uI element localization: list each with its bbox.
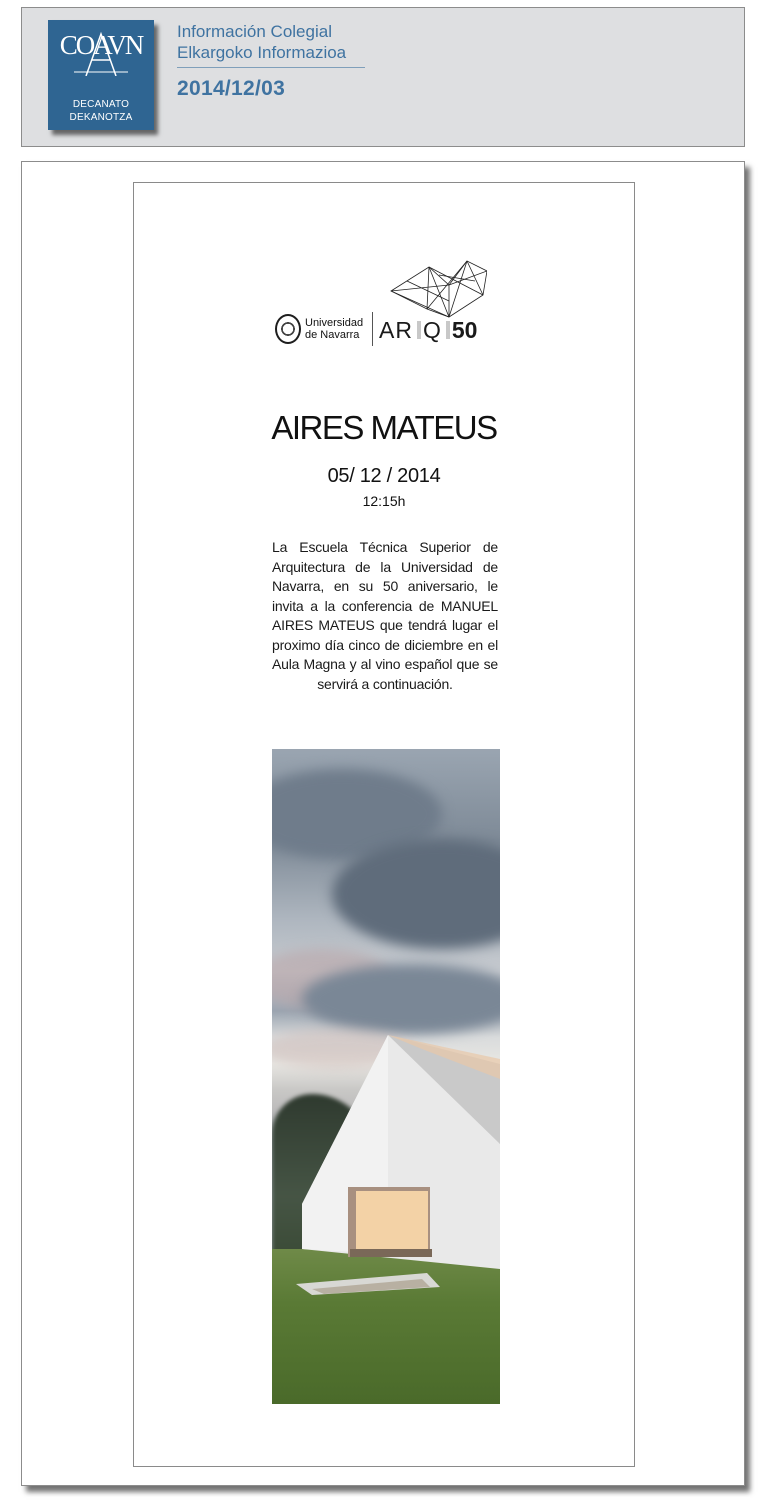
arq50-logo (379, 317, 477, 343)
invitation-card (133, 182, 635, 1467)
university-name-line-2: de Navarra (305, 329, 360, 341)
architecture-rendering (272, 749, 500, 1404)
logo-subtitle (48, 98, 154, 124)
invitation-text: La Escuela Técnica Superior de Arquitectura de la Universidad de Navarra, en su 50 aniversario, le invita a la conferencia de MANUEL AIRES MATEUS que tendrá lugar el proximo día cinco de diciembre en el Aula Magna y al vino español que se servirá a continuación. (272, 539, 498, 692)
header-date: 2014/12/03 (177, 77, 286, 100)
logo-sub-dekanotza: DEKANOTZA (69, 112, 133, 123)
logo-text: COAVN (59, 30, 143, 60)
header-text (177, 21, 365, 101)
university-name (305, 317, 363, 341)
header-banner (21, 7, 745, 147)
arq-q: Q (422, 317, 442, 343)
header-line-es: Información Colegial (177, 22, 332, 41)
event-time: 12:15h (362, 493, 406, 509)
wireframe-structure-icon (387, 247, 487, 323)
arq-number: 50 (451, 317, 478, 343)
coavn-logo[interactable] (48, 20, 154, 130)
university-seal-icon (275, 314, 301, 344)
university-name-line-1: Universidad (305, 317, 364, 329)
event-date: 05/ 12 / 2014 (327, 465, 441, 487)
header-line-eu: Elkargoko Informazioa (177, 43, 347, 62)
arq-prefix: AR (379, 317, 413, 343)
content-panel (21, 161, 745, 1486)
coavn-logo-icon (52, 24, 150, 76)
header-divider (177, 67, 365, 68)
logo-sub-decanato: DECANATO (72, 99, 130, 110)
logo-separator (372, 312, 373, 346)
university-logos (275, 313, 505, 347)
white-house-render (272, 749, 500, 1404)
event-title: AIRES MATEUS (271, 409, 497, 446)
